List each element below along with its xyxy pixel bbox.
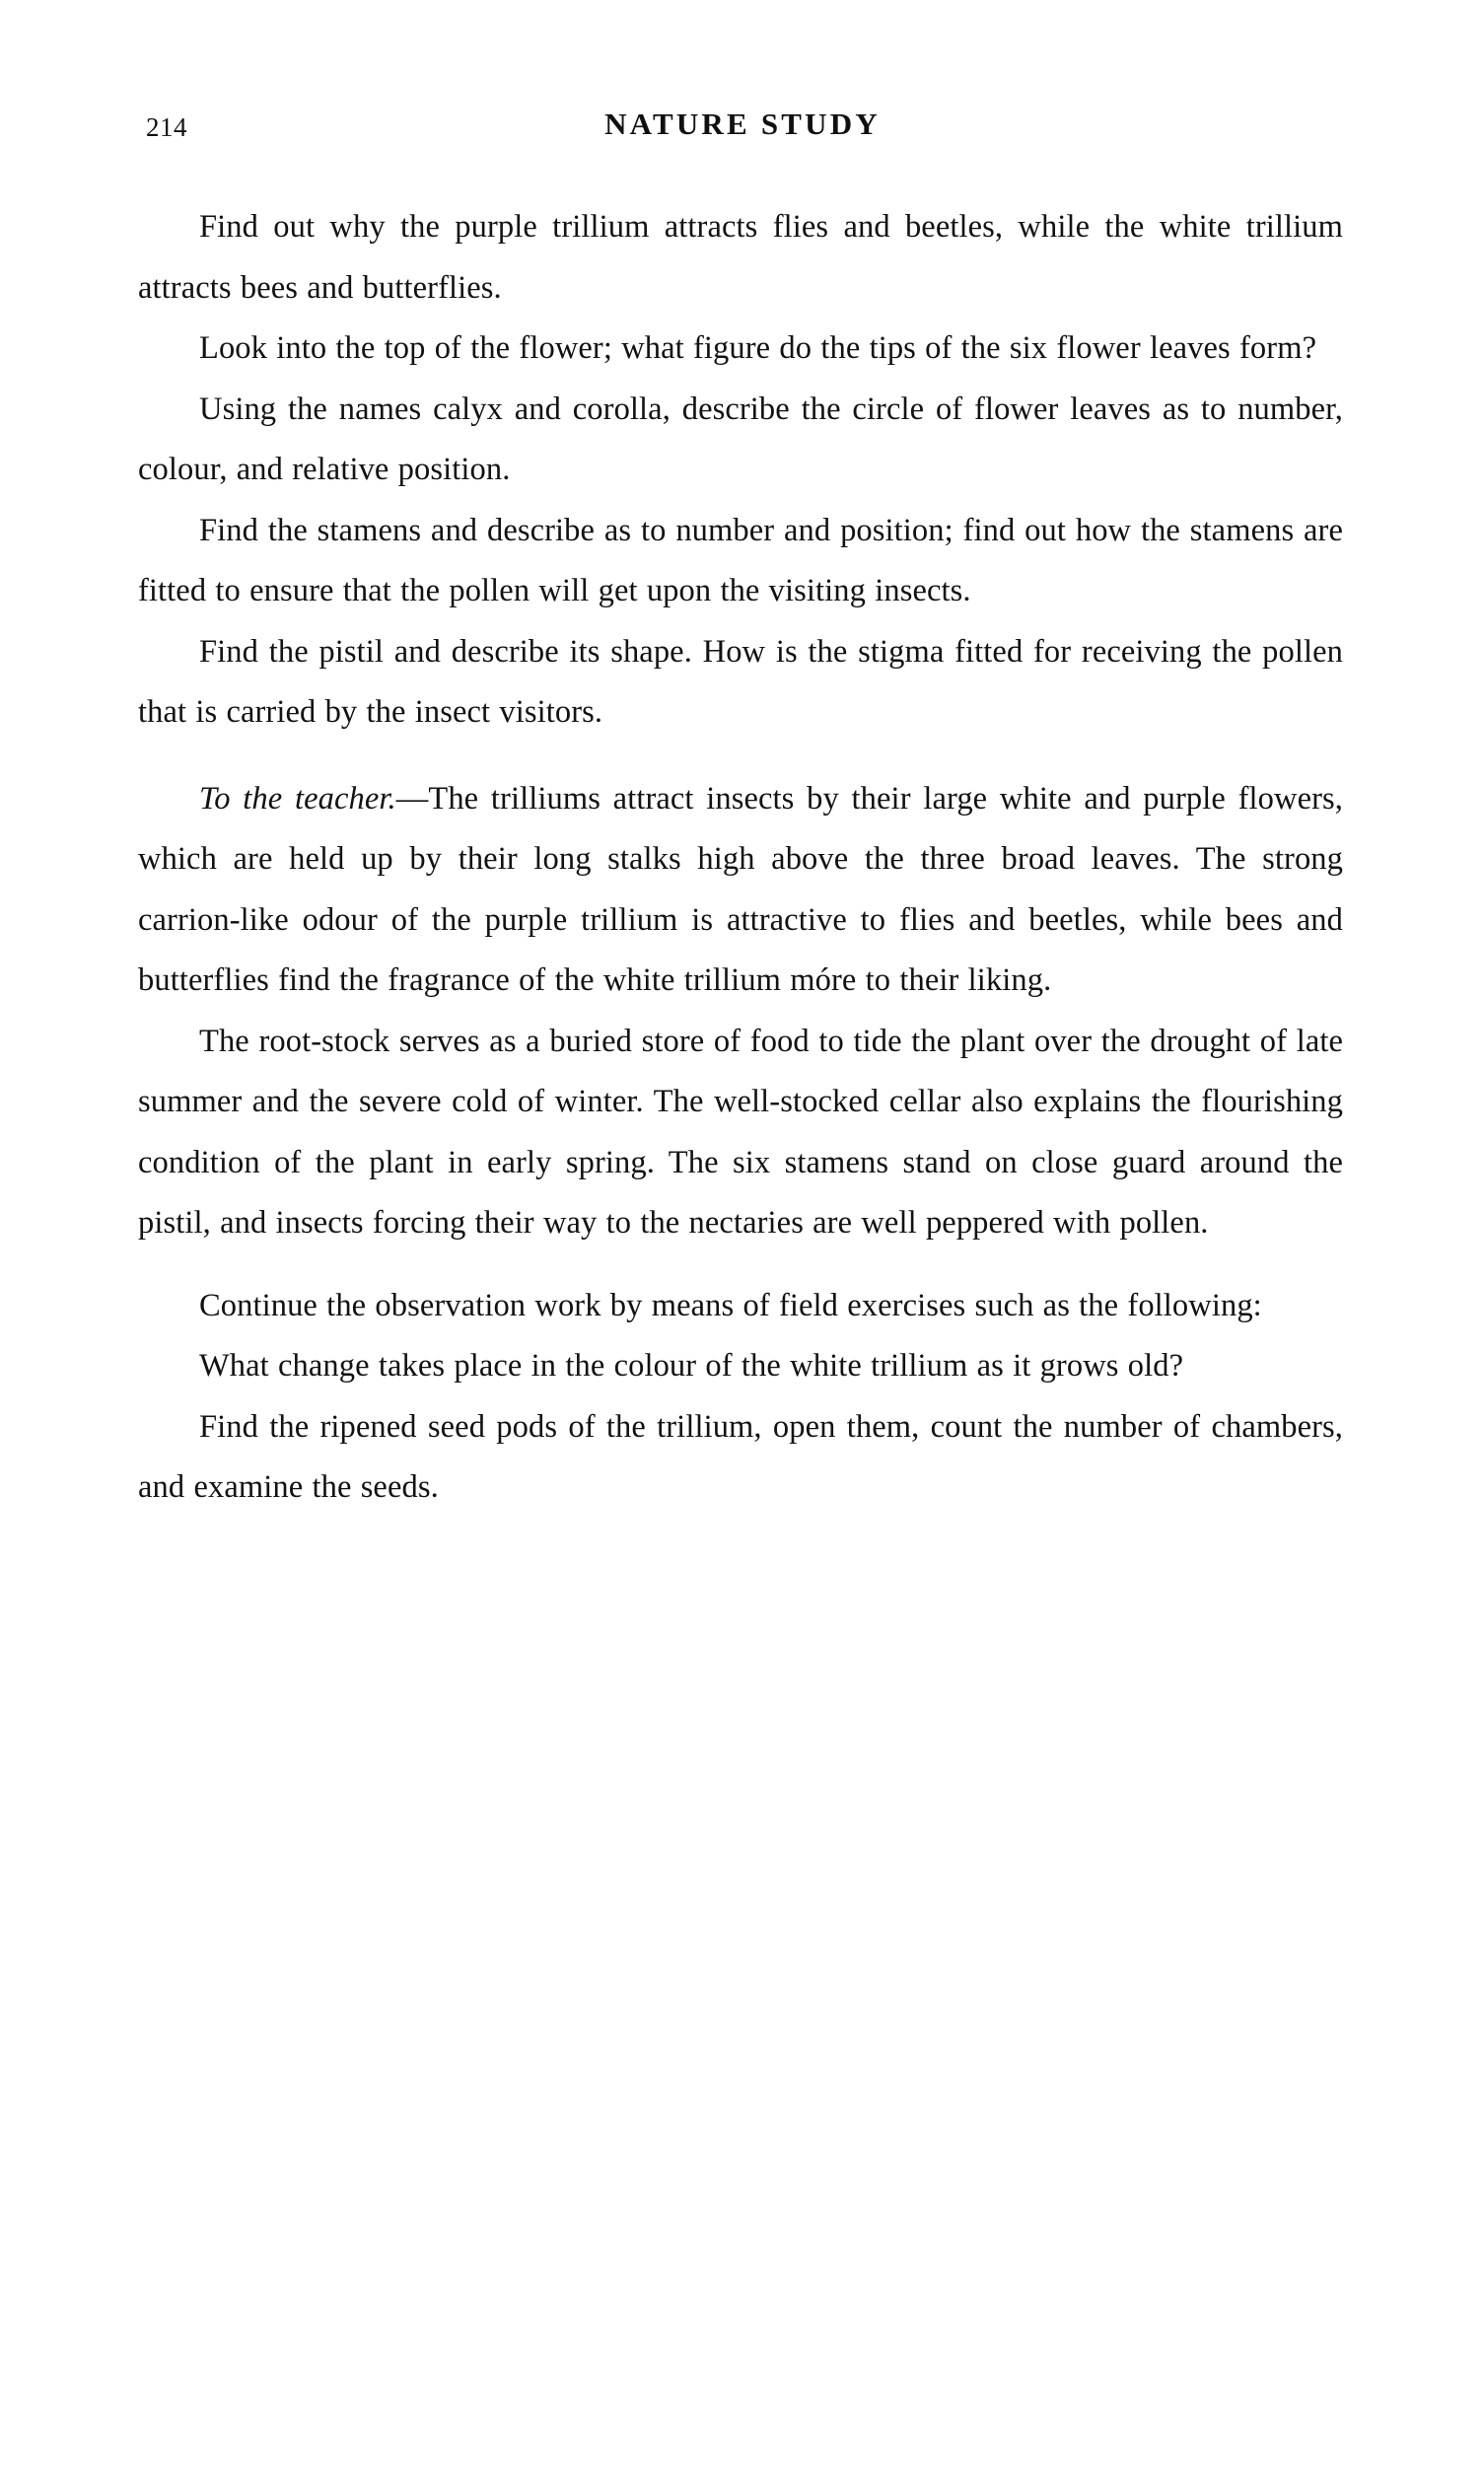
paragraph: What change takes place in the colour of the white trillium as it grows old? <box>199 1348 1184 1384</box>
paragraph: Find the pistil and describe its shape. How is the stigma fitted for receiving the pollen that is carried by the insect visitors. <box>138 633 1343 730</box>
paragraph-to-the-teacher <box>138 769 1343 1012</box>
paragraph: Find the stamens and describe as to number and position; find out how the stamens are fitted to ensure that the pollen will get upon the visiting insects. <box>138 512 1343 608</box>
body-text <box>138 197 1343 1519</box>
paragraph: Find out why the purple trillium attracts flies and beetles, while the white trillium attracts bees and butterflies. <box>138 209 1343 306</box>
to-the-teacher-label: To the teacher. <box>199 780 396 817</box>
running-head-title: NATURE STUDY <box>604 107 881 141</box>
paragraph: Using the names calyx and corolla, describe the circle of flower leaves as to number, colour, and relative position. <box>138 391 1343 487</box>
running-head <box>146 107 1339 146</box>
page-number: 214 <box>146 112 187 142</box>
paragraph-spacer <box>138 744 1343 769</box>
paragraph: Look into the top of the flower; what figure do the tips of the six flower leaves form? <box>199 330 1317 366</box>
paragraph: Continue the observation work by means of field exercises such as the following: <box>199 1287 1262 1323</box>
paragraph-spacer <box>138 1254 1343 1276</box>
paragraph-text: —The trilliums attract insects by their large white and purple flowers, which are held up by their long stalks high above the three broad leaves. The strong carrion-like odour of the purple trillium is attractive to flies and beetles, while bees and butterflies find the fragrance of the white trillium móre to their liking. <box>138 780 1343 998</box>
paragraph: Find the ripened seed pods of the trillium, open them, count the number of chambers, and examine the seeds. <box>138 1408 1343 1505</box>
paragraph: The root-stock serves as a buried store of food to tide the plant over the drought of late summer and the severe cold of winter. The well-stocked cellar also explains the flourishing condition of the plant in early spring. The six stamens stand on close guard around the pistil, and insects forcing their way to the nectaries are well peppered with pollen. <box>138 1023 1343 1241</box>
